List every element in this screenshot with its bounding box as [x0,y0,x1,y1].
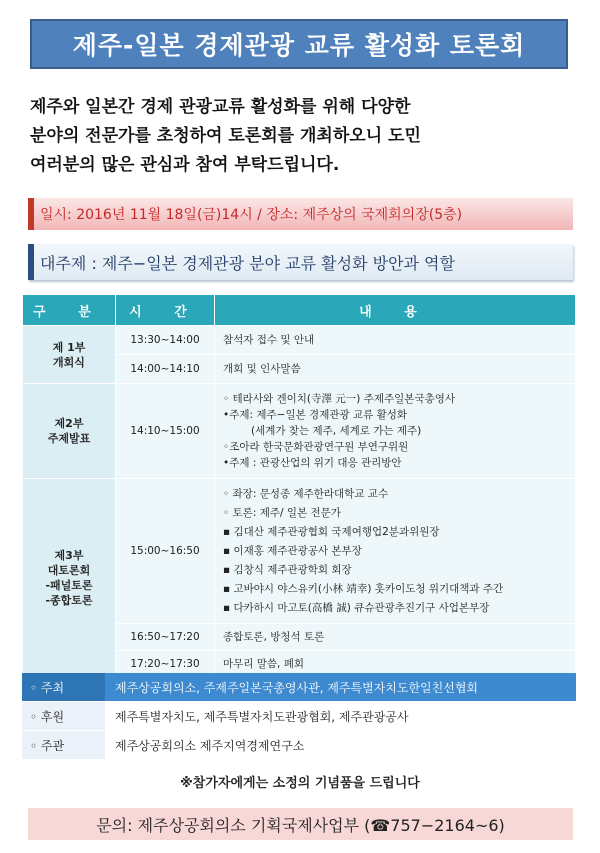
organizer-label: ◦ 후원 [22,702,105,731]
content-cell: 종합토론, 방청석 토론 [215,624,576,651]
time-cell: 16:50~17:20 [116,624,215,651]
table-row [23,384,576,479]
header-category: 구 분 [23,295,116,326]
time-cell: 13:30~14:00 [116,326,215,355]
content-cell: ◦ 좌장: 문성종 제주한라대학교 교수 ◦ 토론: 제주/ 일본 전문가 ▪ 김대산 제주관광협회 국제여행업2분과위원장 ▪ 이재홍 제주관광공사 본부장 ▪ 김창식 제주관광학회 회장 ▪ 고바야시 야스유키(小林 靖幸) 홋카이도청 위기대책과 주간 ▪ 다카하시 마고토(高橋 誠) 큐슈관광추진기구 사업본부장 [215,479,576,624]
main-theme-text: 대주제 : 제주−일본 경제관광 분야 교류 활성화 방안과 역할 [40,253,455,273]
intro-line: 분야의 전문가를 초청하여 토론회를 개최하오니 도민 [30,126,421,146]
organizer-value: 제주특별자치도, 제주특별자치도관광협회, 제주관광공사 [105,702,576,731]
organizer-row-sponsor [22,702,576,731]
schedule-header-row [23,295,576,326]
table-row [23,479,576,624]
contact-band [28,808,573,840]
organizer-row-organizer [22,731,576,760]
category-part3: 제3부 대토론회 -패널토론 -종합토론 [23,479,116,678]
header-time: 시 간 [116,295,215,326]
content-cell: 참석자 접수 및 안내 [215,326,576,355]
content-cell: 개회 및 인사말씀 [215,355,576,384]
category-part1: 제 1부 개회식 [23,326,116,384]
intro-line: 여러분의 많은 관심과 참여 부탁드립니다. [30,155,340,175]
contact-text: 문의: 제주상공회의소 기획국제사업부 (☎757−2164~6) [96,815,505,835]
time-cell: 15:00~16:50 [116,479,215,624]
time-cell: 17:20~17:30 [116,651,215,678]
date-location-band [28,198,573,230]
intro-text [30,93,575,180]
time-cell: 14:00~14:10 [116,355,215,384]
organizer-label: ◦ 주관 [22,731,105,760]
organizer-label: ◦ 주최 [22,673,105,702]
organizer-row-host [22,673,576,702]
page-title: 제주-일본 경제관광 교류 활성화 토론회 [72,31,526,60]
category-part2: 제2부 주제발표 [23,384,116,479]
main-theme-band [28,244,573,280]
content-cell: 마무리 말씀, 폐회 [215,651,576,678]
schedule-table [22,294,576,678]
header-content: 내 용 [215,295,576,326]
organizer-value: 제주상공회의소 제주지역경제연구소 [105,731,576,760]
gift-note: ※참가자에게는 소정의 기념품을 드립니다 [180,776,420,791]
table-row [23,326,576,355]
date-location-text: 일시: 2016년 11월 18일(금)14시 / 장소: 제주상의 국제회의장(5층) [40,207,463,223]
organizer-table [22,673,576,760]
intro-line: 제주와 일본간 경제 관광교류 활성화를 위해 다양한 [30,97,411,117]
time-cell: 14:10~15:00 [116,384,215,479]
content-cell: ◦ 테라사와 겐이치(寺澤 元一) 주제주일본국총영사 •주제: 제주−일본 경제관광 교류 활성화 (세계가 찾는 제주, 세계로 가는 제주) ◦조아라 한국문화관광연구원 부연구위원 •주제 : 관광산업의 위기 대응 관리방안 [215,384,576,479]
organizer-value: 제주상공회의소, 주제주일본국총영사관, 제주특별자치도한일친선협회 [105,673,576,702]
title-banner [30,19,568,69]
